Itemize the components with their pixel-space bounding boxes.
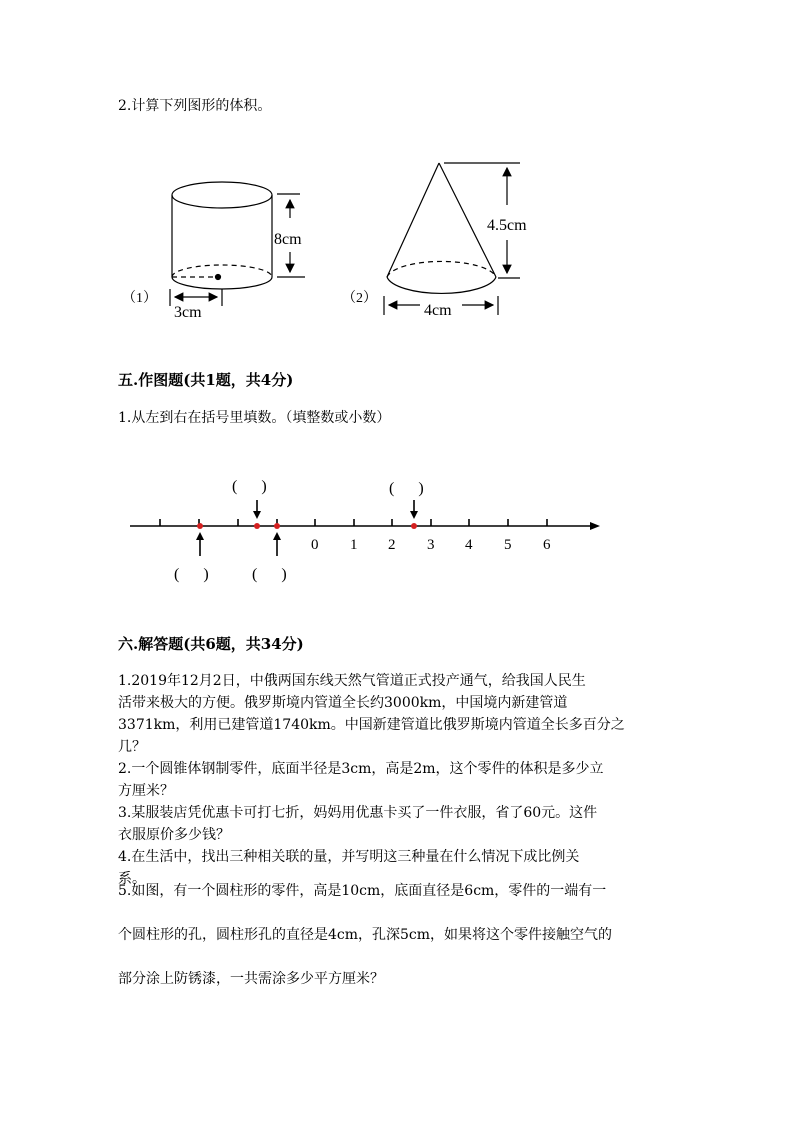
point-marker bbox=[274, 523, 280, 529]
answer-blank[interactable]: ( ) bbox=[252, 566, 287, 583]
question-line: 2.一个圆锥体钢制零件，底面半径是3cm，高是2m，这个零件的体积是多少立 bbox=[118, 761, 604, 777]
question-line: 方厘米？ bbox=[118, 783, 174, 799]
cylinder-height-label: 8cm bbox=[274, 231, 302, 248]
cone-diameter-label: 4cm bbox=[424, 302, 452, 319]
cone-figure bbox=[384, 163, 520, 315]
point-marker bbox=[197, 523, 203, 529]
answer-blank[interactable]: ( ) bbox=[174, 566, 209, 583]
question-line: 个圆柱形的孔，圆柱形孔的直径是4cm，孔深5cm，如果将这个零件接触空气的 bbox=[118, 927, 613, 943]
question-line: 衣服原价多少钱？ bbox=[118, 827, 230, 843]
question-line: 活带来极大的方便。俄罗斯境内管道全长约3000km，中国境内新建管道 bbox=[118, 695, 568, 711]
answer-blank[interactable]: ( ) bbox=[389, 480, 424, 497]
question-line: 3.某服装店凭优惠卡可打七折，妈妈用优惠卡买了一件衣服，省了60元。这件 bbox=[118, 805, 598, 821]
tick-label: 2 bbox=[388, 537, 396, 553]
question-line: 3371km，利用已建管道1740km。中国新建管道比俄罗斯境内管道全长多百分之 bbox=[118, 717, 625, 733]
question-title: 2.计算下列图形的体积。 bbox=[118, 98, 272, 114]
point-marker bbox=[411, 523, 417, 529]
question-line: 4.在生活中，找出三种相关联的量，并写明这三种量在什么情况下成比例关 bbox=[118, 849, 580, 865]
cone-height-label: 4.5cm bbox=[487, 217, 527, 234]
question-line: 系。 bbox=[118, 871, 146, 887]
question-line: 几？ bbox=[118, 739, 146, 755]
section-heading: 五.作图题(共1题，共4分) bbox=[118, 371, 294, 389]
answer-blank[interactable]: ( ) bbox=[232, 478, 267, 495]
question-line: 部分涂上防锈漆，一共需涂多少平方厘米？ bbox=[118, 971, 384, 987]
section-heading: 六.解答题(共6题，共34分) bbox=[118, 635, 304, 653]
figure1-label: （1） bbox=[122, 291, 157, 306]
tick-label: 4 bbox=[465, 537, 473, 553]
tick-label: 1 bbox=[350, 537, 358, 553]
question-list bbox=[118, 670, 678, 890]
cylinder-radius-label: 3cm bbox=[174, 304, 202, 321]
tick-label: 3 bbox=[427, 537, 435, 553]
question-5 bbox=[118, 880, 678, 1012]
figure2-label: （2） bbox=[342, 291, 377, 306]
question-line: 5.如图，有一个圆柱形的零件，高是10cm，底面直径是6cm，零件的一端有一 bbox=[118, 883, 607, 899]
point-marker bbox=[254, 523, 260, 529]
question-line: 1.2019年12月2日，中俄两国东线天然气管道正式投产通气，给我国人民生 bbox=[118, 673, 586, 689]
question-text: 1.从左到右在括号里填数。（填整数或小数） bbox=[118, 410, 391, 426]
tick-label: 6 bbox=[543, 537, 551, 553]
tick-label: 0 bbox=[311, 537, 319, 553]
tick-label: 5 bbox=[504, 537, 512, 553]
